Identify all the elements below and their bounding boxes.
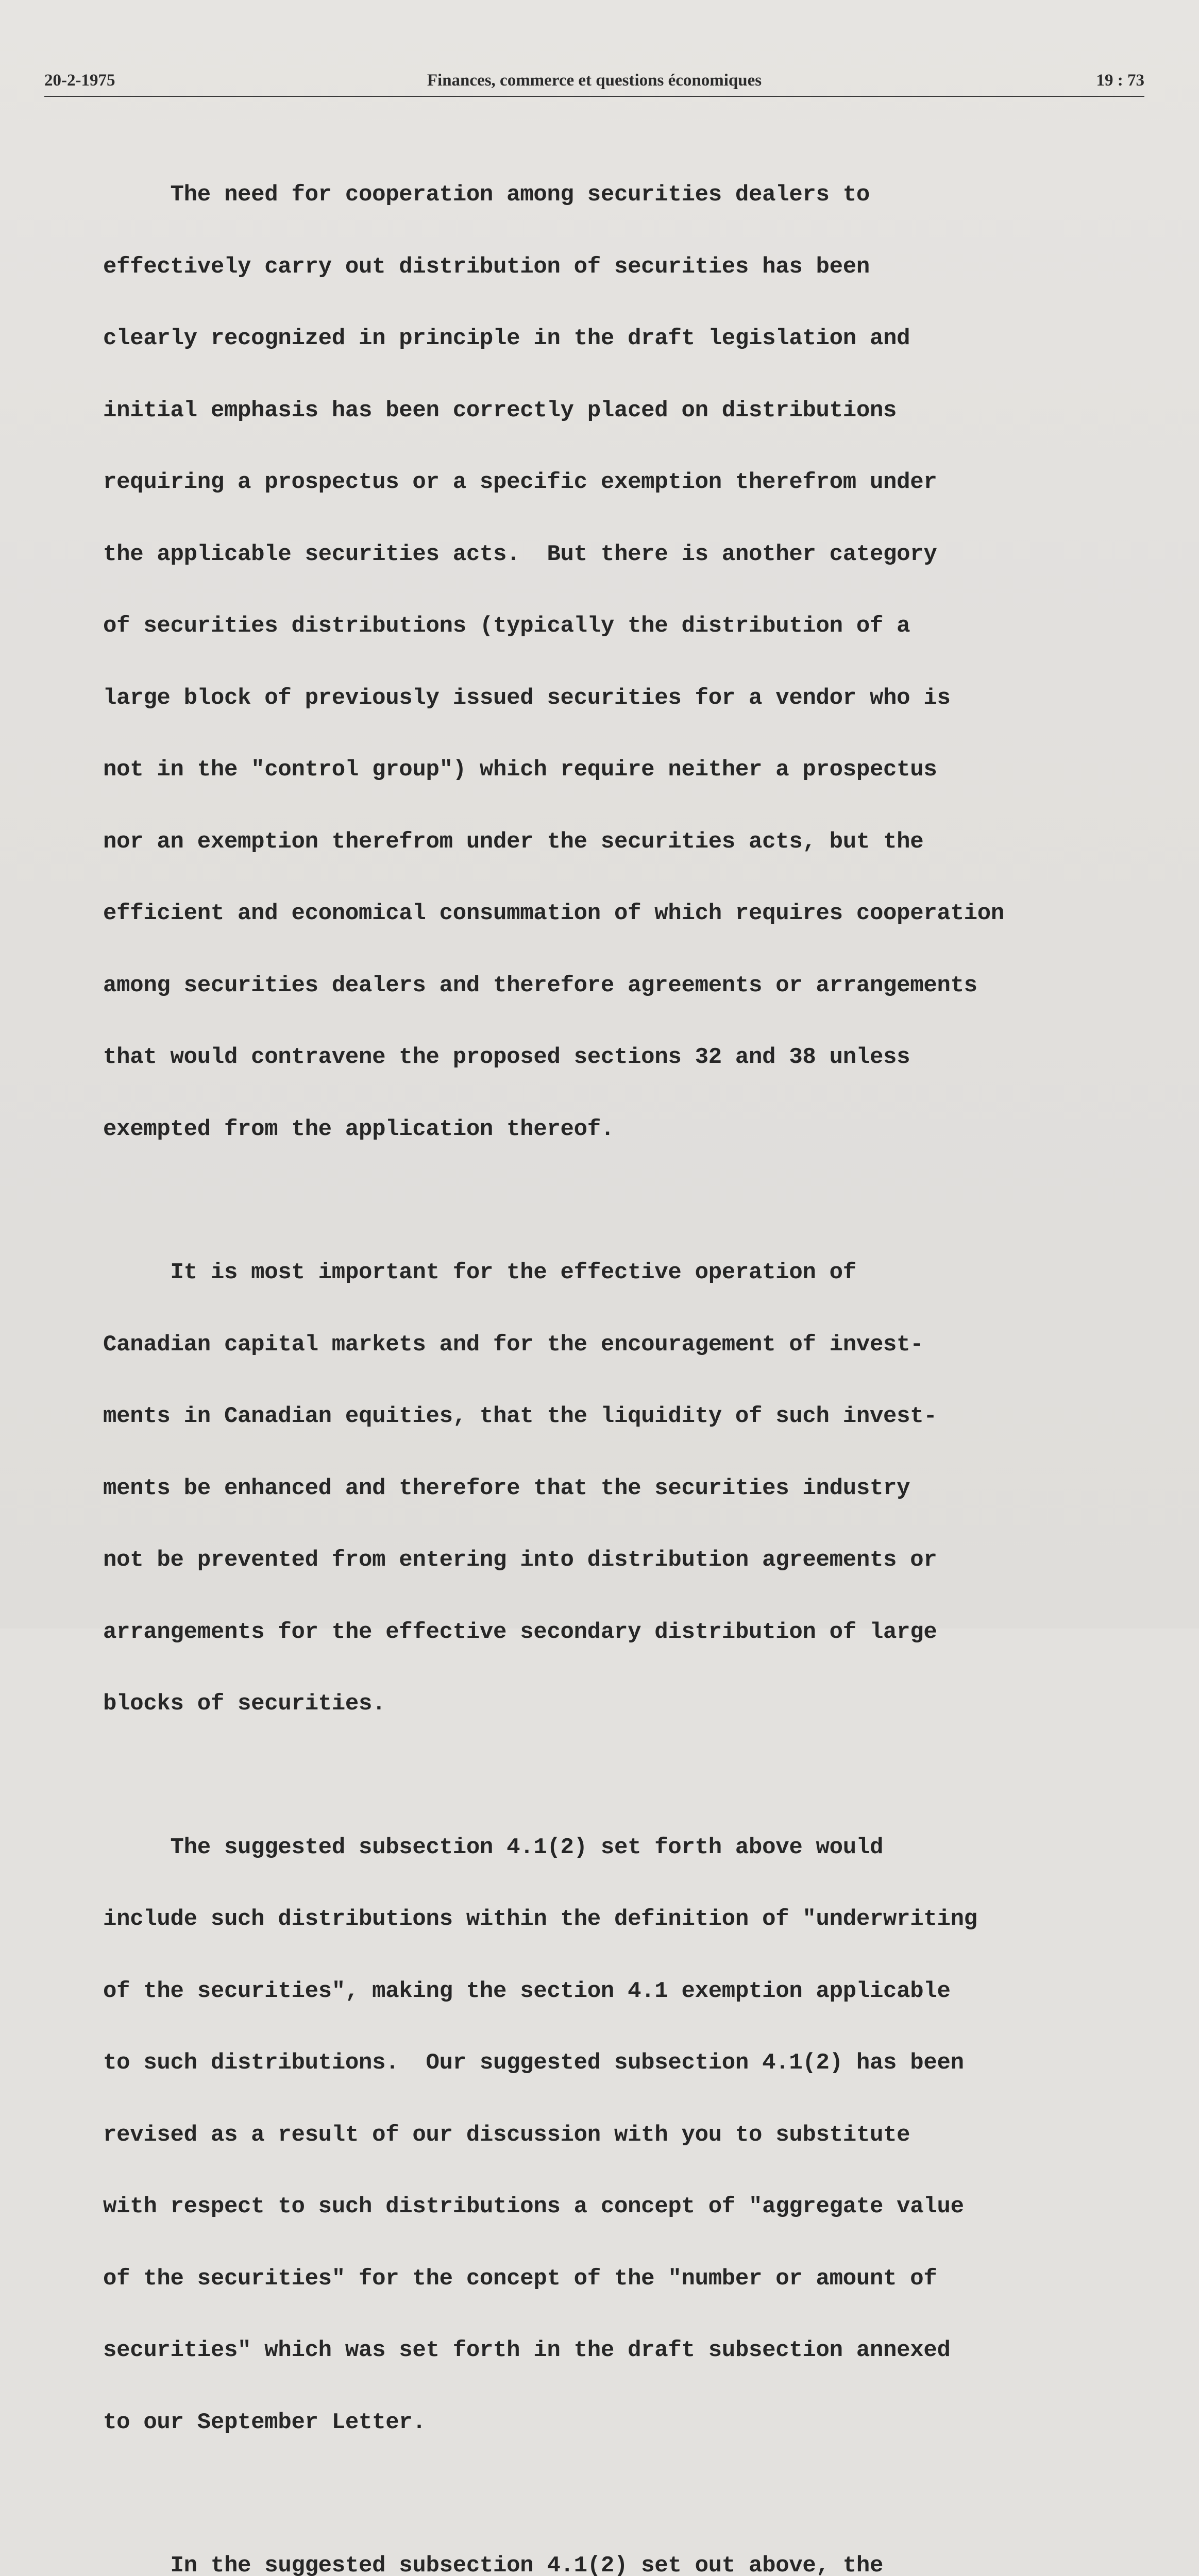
header-rule — [44, 96, 1144, 97]
text-line: with respect to such distributions a concept of "aggregate value — [103, 2194, 964, 2219]
text-line: of the securities", making the section 4.1 exemption applicable — [103, 1978, 951, 2004]
header-date: 20-2-1975 — [44, 71, 115, 90]
text-line: revised as a result of our discussion with you to substitute — [103, 2122, 910, 2148]
text-line: arrangements for the effective secondary distribution of large — [103, 1619, 937, 1645]
text-line: of securities distributions (typically the distribution of a — [103, 613, 910, 639]
text-line: of the securities" for the concept of the "number or amount of — [103, 2265, 937, 2292]
header-page-number: 19 : 73 — [1096, 71, 1144, 90]
text-line: not in the "control group") which require neither a prospectus — [103, 757, 937, 783]
text-line: initial emphasis has been correctly placed on distributions — [103, 397, 897, 423]
paragraph-cooperation — [103, 135, 1072, 1189]
text-line: among securities dealers and therefore agreements or arrangements — [103, 972, 977, 998]
text-line: blocks of securities. — [103, 1691, 386, 1717]
paragraph-suggested-subsection — [103, 1788, 1072, 2483]
page-header — [44, 71, 1144, 97]
text-line: securities" which was set forth in the draft subsection annexed — [103, 2337, 951, 2363]
text-line: include such distributions within the definition of "underwriting — [103, 1906, 977, 1932]
text-line: effectively carry out distribution of securities has been — [103, 253, 870, 280]
text-line: to such distributions. Our suggested subsection 4.1(2) has been — [103, 2050, 964, 2076]
text-line: It is most important for the effective operation of — [103, 1260, 856, 1285]
text-line: ments be enhanced and therefore that the securities industry — [103, 1475, 910, 1501]
text-line: The need for cooperation among securities dealers to — [103, 182, 870, 208]
paragraph-definition — [103, 2506, 1072, 2576]
text-line: The suggested subsection 4.1(2) set forth above would — [103, 1834, 884, 1860]
text-line: that would contravene the proposed sections 32 and 38 unless — [103, 1044, 910, 1070]
document-body — [103, 135, 1072, 2576]
paragraph-capital-markets — [103, 1213, 1072, 1764]
text-line: requiring a prospectus or a specific exemption therefrom under — [103, 469, 937, 495]
text-line: clearly recognized in principle in the draft legislation and — [103, 326, 910, 351]
text-line: exempted from the application thereof. — [103, 1116, 614, 1142]
text-line: not be prevented from entering into distribution agreements or — [103, 1547, 937, 1573]
text-line: efficient and economical consummation of which requires cooperation — [103, 901, 1004, 926]
text-line: large block of previously issued securities for a vendor who is — [103, 685, 951, 711]
text-line: nor an exemption therefrom under the securities acts, but the — [103, 828, 924, 855]
text-line: to our September Letter. — [103, 2409, 426, 2435]
text-line: Canadian capital markets and for the encouragement of invest- — [103, 1331, 924, 1358]
header-title: Finances, commerce et questions économiques — [427, 71, 762, 90]
text-line: ments in Canadian equities, that the liquidity of such invest- — [103, 1403, 937, 1429]
text-line: the applicable securities acts. But there is another category — [103, 541, 937, 567]
text-line: In the suggested subsection 4.1(2) set out above, the — [103, 2553, 884, 2576]
